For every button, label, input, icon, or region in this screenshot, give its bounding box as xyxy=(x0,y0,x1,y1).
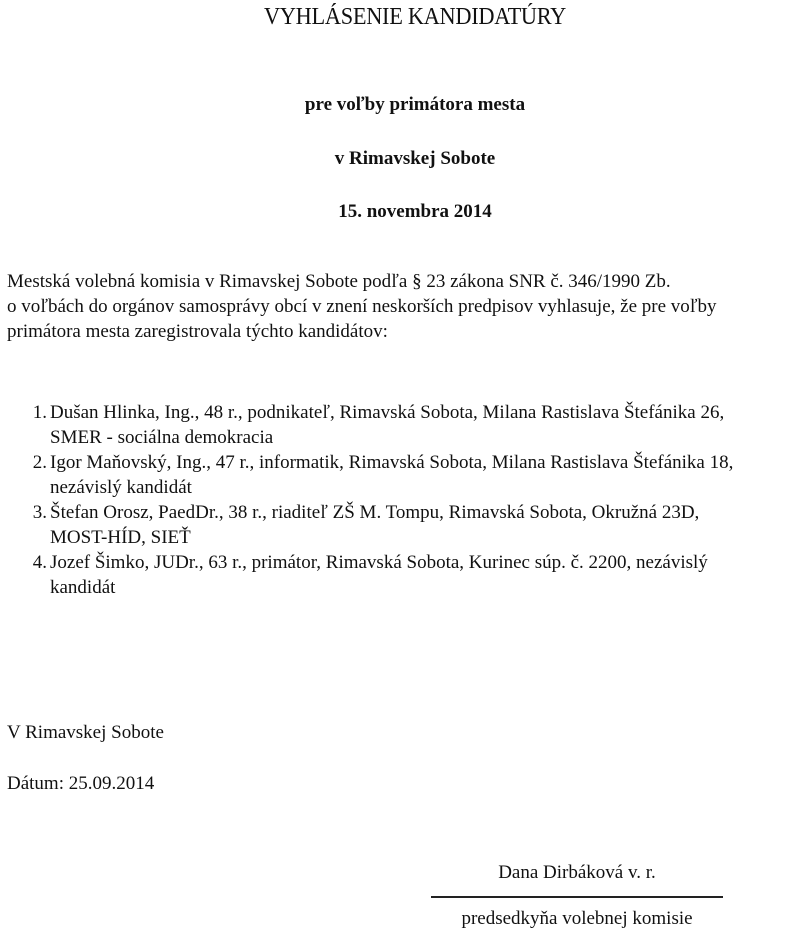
intro-line: o voľbách do orgánov samosprávy obcí v znení neskorších predpisov vyhlasuje, že pre voľby xyxy=(7,296,717,317)
place-text: V Rimavskej Sobote xyxy=(7,722,164,743)
document-title: VYHLÁSENIE KANDIDATÚRY xyxy=(264,4,566,30)
candidate-details: Dušan Hlinka, Ing., 48 r., podnikateľ, Rimavská Sobota, Milana Rastislava Štefánika 26, xyxy=(50,402,725,423)
intro-line: Mestská volebná komisia v Rimavskej Sobote podľa § 23 zákona SNR č. 346/1990 Zb. xyxy=(7,271,671,292)
candidate-item xyxy=(22,450,733,500)
candidate-party: MOST-HÍD, SIEŤ xyxy=(50,527,191,548)
candidate-item xyxy=(22,550,733,600)
intro-line: primátora mesta zaregistrovala týchto kandidátov: xyxy=(7,321,388,342)
intro-paragraph xyxy=(7,269,716,344)
subtitle-date: 15. novembra 2014 xyxy=(338,201,492,222)
subtitle-city: v Rimavskej Sobote xyxy=(334,148,496,169)
signer-role: predsedkyňa volebnej komisie xyxy=(461,908,693,929)
candidate-number: 2. xyxy=(32,452,47,473)
candidate-list xyxy=(22,400,733,600)
candidate-details: Igor Maňovský, Ing., 47 r., informatik, Rimavská Sobota, Milana Rastislava Štefánika 18, xyxy=(50,452,734,473)
candidate-number: 3. xyxy=(32,502,47,523)
candidate-details: Štefan Orosz, PaedDr., 38 r., riaditeľ ZŠ M. Tompu, Rimavská Sobota, Okružná 23D, xyxy=(50,502,700,523)
candidate-item xyxy=(22,400,733,450)
subtitle-election: pre voľby primátora mesta xyxy=(304,94,526,115)
candidate-details: Jozef Šimko, JUDr., 63 r., primátor, Rimavská Sobota, Kurinec súp. č. 2200, nezávislý xyxy=(50,552,708,573)
candidate-party: kandidát xyxy=(50,577,116,598)
candidate-party: SMER - sociálna demokracia xyxy=(50,427,274,448)
date-text: Dátum: 25.09.2014 xyxy=(7,773,155,794)
candidate-item xyxy=(22,500,733,550)
candidate-number: 4. xyxy=(32,552,47,573)
signer-name: Dana Dirbáková v. r. xyxy=(498,862,656,883)
candidate-number: 1. xyxy=(32,402,47,423)
candidate-party: nezávislý kandidát xyxy=(50,477,192,498)
signature-line xyxy=(431,896,723,898)
